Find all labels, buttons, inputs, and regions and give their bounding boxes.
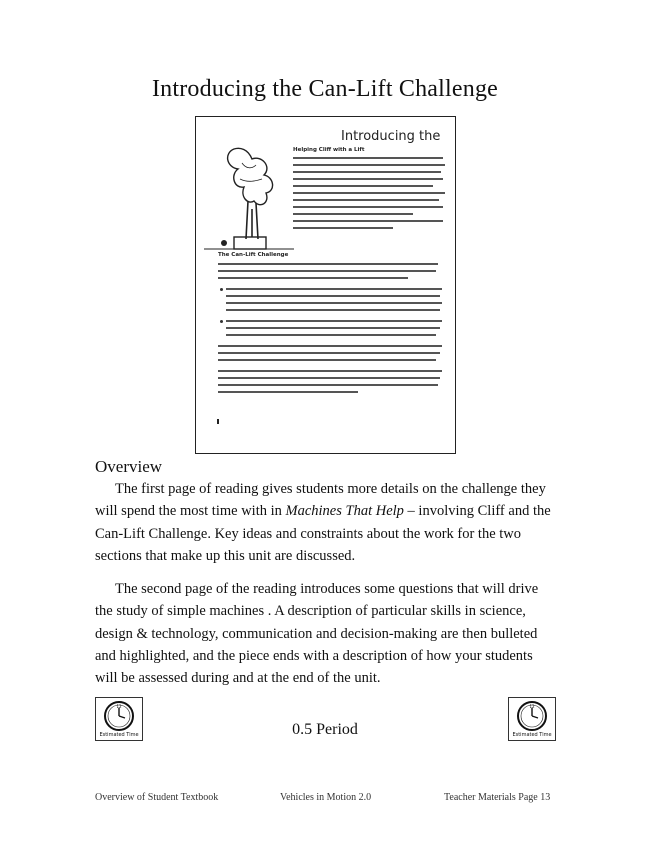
svg-text:12: 12: [116, 704, 122, 709]
thumbnail-subheading: Helping Cliff with a Lift: [293, 147, 365, 153]
overview-paragraph-2: The second page of the reading introduces some questions that will drive the study of simple machines . A description of particular skills in science, design & technology, communication and decision-making are then bulleted and highlighted, and the piece ends with a description of how your students will be assessed during and at the end of the unit.: [95, 581, 539, 687]
textbook-page-thumbnail: [195, 116, 456, 454]
footer-right: Teacher Materials Page 13: [444, 792, 551, 803]
paragraph-text: The first page of reading gives students more details on the challenge they will spend the most time with in: [95, 481, 546, 520]
estimated-time-icon: [508, 697, 556, 741]
page-title: Introducing the Can-Lift Challenge: [151, 76, 499, 102]
clock-icon: [509, 698, 555, 734]
section-heading-overview: Overview: [95, 457, 163, 476]
cliff-illustration: [204, 139, 294, 254]
book-title: Machines That Help: [285, 503, 404, 520]
clock-label: Estimated Time: [99, 732, 139, 738]
footer-center: Vehicles in Motion 2.0: [280, 792, 372, 803]
paragraph-text: – involving Cliff and the Can-Lift Challenge. Key ideas and constraints about the work for the two sections that make up this unit are discussed.: [95, 503, 551, 564]
footer-left: Overview of Student Textbook: [95, 792, 219, 803]
thumbnail-section-heading: The Can-Lift Challenge: [218, 252, 289, 258]
period-estimate: 0.5 Period: [292, 721, 358, 738]
clock-label: Estimated Time: [512, 732, 552, 738]
overview-paragraph-1: [95, 478, 557, 567]
svg-text:12: 12: [529, 704, 535, 709]
thumbnail-heading: Introducing the: [341, 129, 441, 144]
